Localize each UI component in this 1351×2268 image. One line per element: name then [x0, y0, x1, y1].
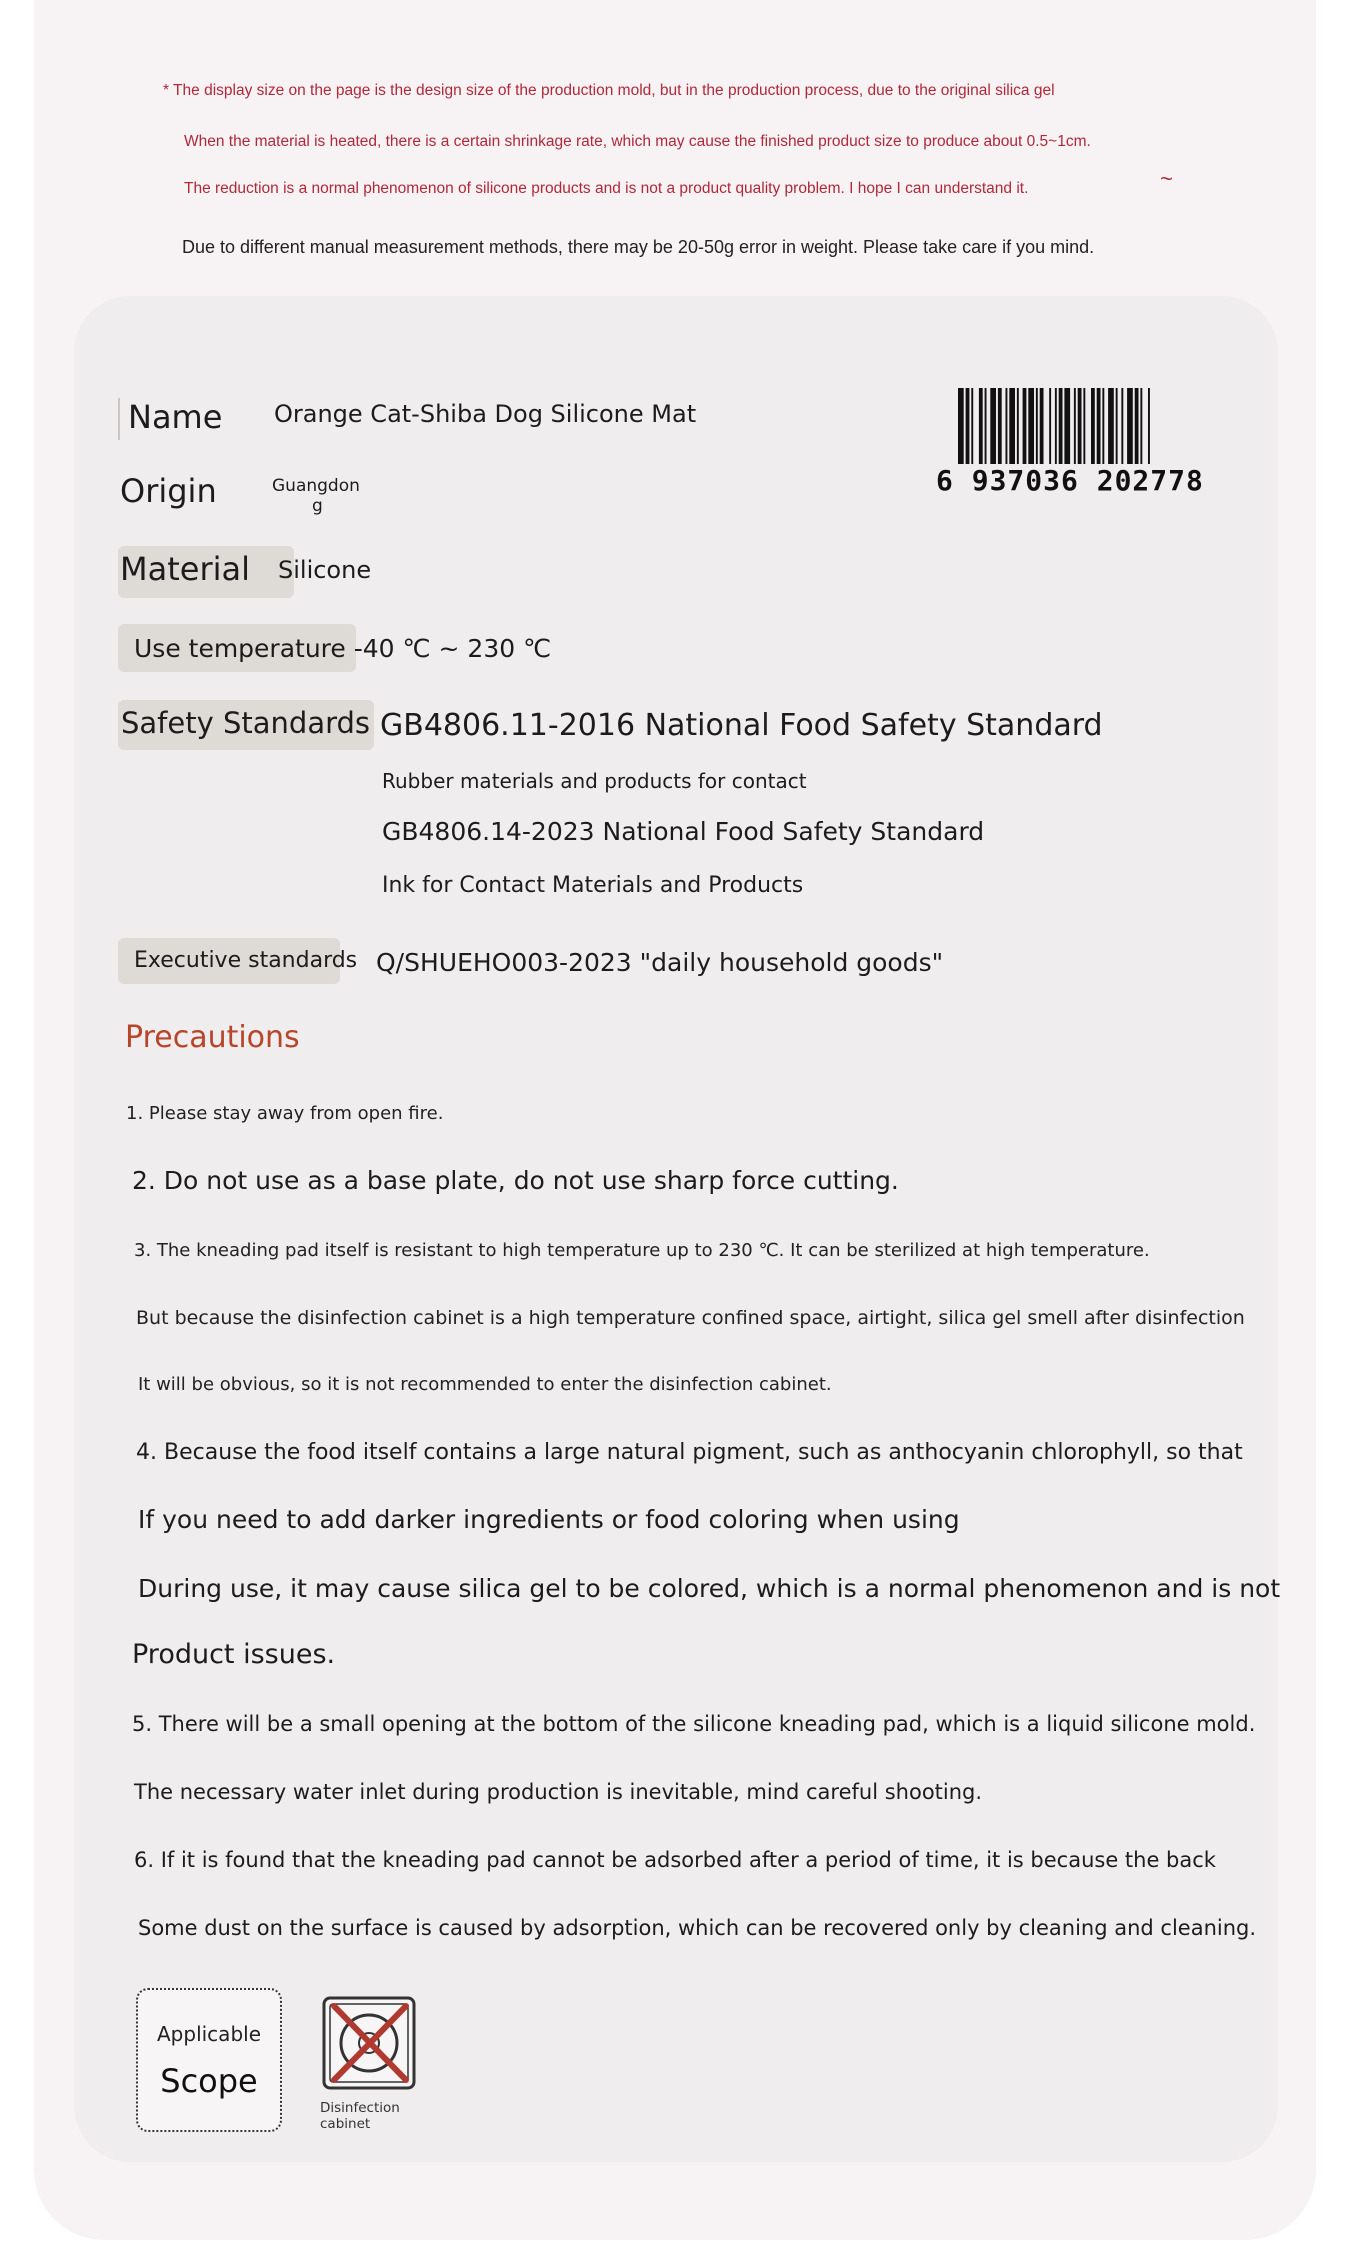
- applicable-scope-box: [136, 1988, 282, 2132]
- precaution-2: 2. Do not use as a base plate, do not use sharp force cutting.: [132, 1166, 899, 1195]
- weight-notice: Due to different manual measurement methods, there may be 20-50g error in weight. Please take care if you mind.: [182, 237, 1095, 257]
- precaution-4c: During use, it may cause silica gel to be colored, which is a normal phenomenon and is not: [138, 1574, 1281, 1603]
- precaution-4b: If you need to add darker ingredients or food coloring when using: [138, 1505, 960, 1534]
- origin-value-1: Guangdon: [272, 476, 360, 496]
- barcode-number: 6 937036 202778: [936, 464, 1204, 497]
- material-label: Material: [120, 550, 250, 588]
- name-divider: [118, 398, 120, 440]
- precaution-3c: It will be obvious, so it is not recommended to enter the disinfection cabinet.: [138, 1374, 832, 1395]
- origin-value-2: g: [312, 496, 323, 516]
- temperature: Use temperature -40 ℃ ~ 230 ℃: [134, 634, 552, 663]
- safety-standard-1: GB4806.11-2016 National Food Safety Standard: [380, 708, 1103, 743]
- name-value: Orange Cat-Shiba Dog Silicone Mat: [274, 400, 697, 428]
- safety-label: Safety Standards: [121, 706, 371, 740]
- cabinet-caption: [320, 2100, 400, 2132]
- exec-value: Q/SHUEHO003-2023 "daily household goods": [376, 948, 944, 977]
- notice-line-1: * The display size on the page is the design size of the production mold, but in the production process, due to the original silica gel: [163, 82, 1055, 99]
- notice-line-2: When the material is heated, there is a certain shrinkage rate, which may cause the finished product size to produce about 0.5~1cm.: [184, 133, 1091, 150]
- exec-label: Executive standards: [134, 948, 358, 973]
- cabinet-caption-2: cabinet: [320, 2116, 371, 2132]
- precaution-6a: 6. If it is found that the kneading pad cannot be adsorbed after a period of time, it is because the back: [134, 1848, 1216, 1872]
- safety-standard-2: GB4806.14-2023 National Food Safety Standard: [382, 817, 985, 846]
- precaution-4a: 4. Because the food itself contains a large natural pigment, such as anthocyanin chlorophyll, so that: [136, 1440, 1243, 1465]
- precaution-3b: But because the disinfection cabinet is a high temperature confined space, airtight, silica gel smell after disinfection: [136, 1307, 1245, 1329]
- notice-line-3: The reduction is a normal phenomenon of silicone products and is not a product quality problem. I hope I can understand it.: [184, 180, 1029, 197]
- safety-standard-2-sub: Ink for Contact Materials and Products: [382, 873, 804, 898]
- precaution-5b: The necessary water inlet during production is inevitable, mind careful shooting.: [134, 1780, 983, 1804]
- scope-label-2: Scope: [160, 2062, 258, 2100]
- origin-label: Origin: [120, 472, 217, 510]
- no-disinfection-cabinet-icon: [322, 1996, 416, 2090]
- precaution-3a: 3. The kneading pad itself is resistant to high temperature up to 230 ℃. It can be sterilized at high temperature.: [134, 1240, 1150, 1261]
- scope-label-1: Applicable: [157, 2022, 261, 2046]
- notice-tilde: ~: [1160, 166, 1173, 191]
- precaution-5a: 5. There will be a small opening at the bottom of the silicone kneading pad, which is a liquid silicone mold.: [132, 1712, 1256, 1736]
- name-label: Name: [128, 398, 223, 436]
- precautions-title: Precautions: [125, 1020, 300, 1055]
- precaution-6b: Some dust on the surface is caused by adsorption, which can be recovered only by cleaning and cleaning.: [138, 1916, 1257, 1940]
- cabinet-caption-1: Disinfection: [320, 2100, 400, 2116]
- precaution-4d: Product issues.: [132, 1639, 336, 1670]
- safety-standard-1-sub: Rubber materials and products for contact: [382, 769, 807, 793]
- precaution-1: 1. Please stay away from open fire.: [126, 1103, 444, 1124]
- material-value: Silicone: [278, 556, 372, 584]
